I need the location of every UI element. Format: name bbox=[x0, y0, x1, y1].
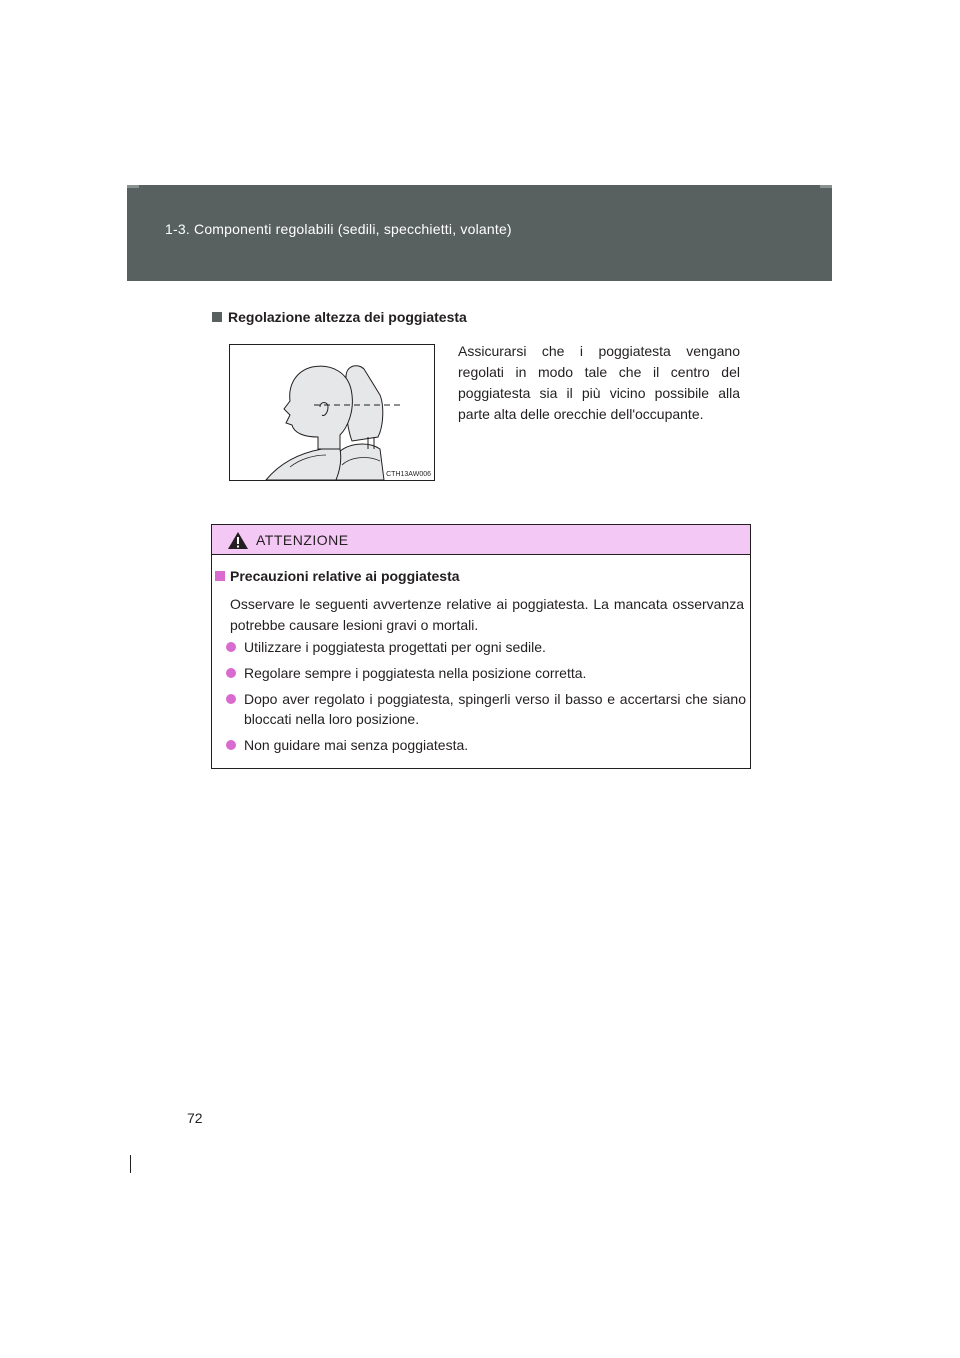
warning-bullet-list bbox=[226, 637, 746, 761]
bullet-dot-icon bbox=[226, 694, 236, 704]
warning-triangle-icon bbox=[227, 531, 249, 550]
figure-code: CTH13AW006 bbox=[386, 471, 431, 478]
headrest-illustration bbox=[229, 344, 435, 481]
section-description: Assicurarsi che i poggiatesta vengano regolati in modo tale che il centro del poggiatesta sia il più vicino possibile alla parte alta delle orecchie dell'occupante. bbox=[458, 343, 740, 422]
list-item: Regolare sempre i poggiatesta nella posizione corretta. bbox=[226, 663, 746, 683]
warning-intro: Osservare le seguenti avvertenze relative ai poggiatesta. La mancata osservanza potrebbe causare lesioni gravi o mortali. bbox=[230, 596, 744, 633]
margin-mark bbox=[130, 1155, 131, 1173]
bullet-dot-icon bbox=[226, 642, 236, 652]
warning-title: ATTENZIONE bbox=[256, 532, 349, 548]
page-header bbox=[127, 185, 832, 281]
list-item: Utilizzare i poggiatesta progettati per ogni sedile. bbox=[226, 637, 746, 657]
header-corner-right bbox=[820, 185, 832, 188]
list-item: Non guidare mai senza poggiatesta. bbox=[226, 735, 746, 755]
section-heading-text: Regolazione altezza dei poggiatesta bbox=[228, 309, 467, 325]
bullet-dot-icon bbox=[226, 740, 236, 750]
page-number: 72 bbox=[187, 1110, 203, 1126]
square-bullet-icon bbox=[212, 312, 222, 322]
warning-heading bbox=[215, 568, 460, 584]
header-corner-left bbox=[127, 185, 139, 188]
square-bullet-icon bbox=[215, 571, 225, 581]
bullet-dot-icon bbox=[226, 668, 236, 678]
head-headrest-drawing bbox=[230, 345, 434, 480]
header-section-title: 1-3. Componenti regolabili (sedili, specchietti, volante) bbox=[165, 221, 512, 237]
warning-box bbox=[211, 524, 751, 769]
section-heading bbox=[212, 309, 467, 325]
warning-heading-text: Precauzioni relative ai poggiatesta bbox=[230, 568, 460, 584]
warning-header bbox=[212, 525, 750, 555]
list-item: Dopo aver regolato i poggiatesta, spingerli verso il basso e accertarsi che siano bloccati nella loro posizione. bbox=[226, 689, 746, 729]
